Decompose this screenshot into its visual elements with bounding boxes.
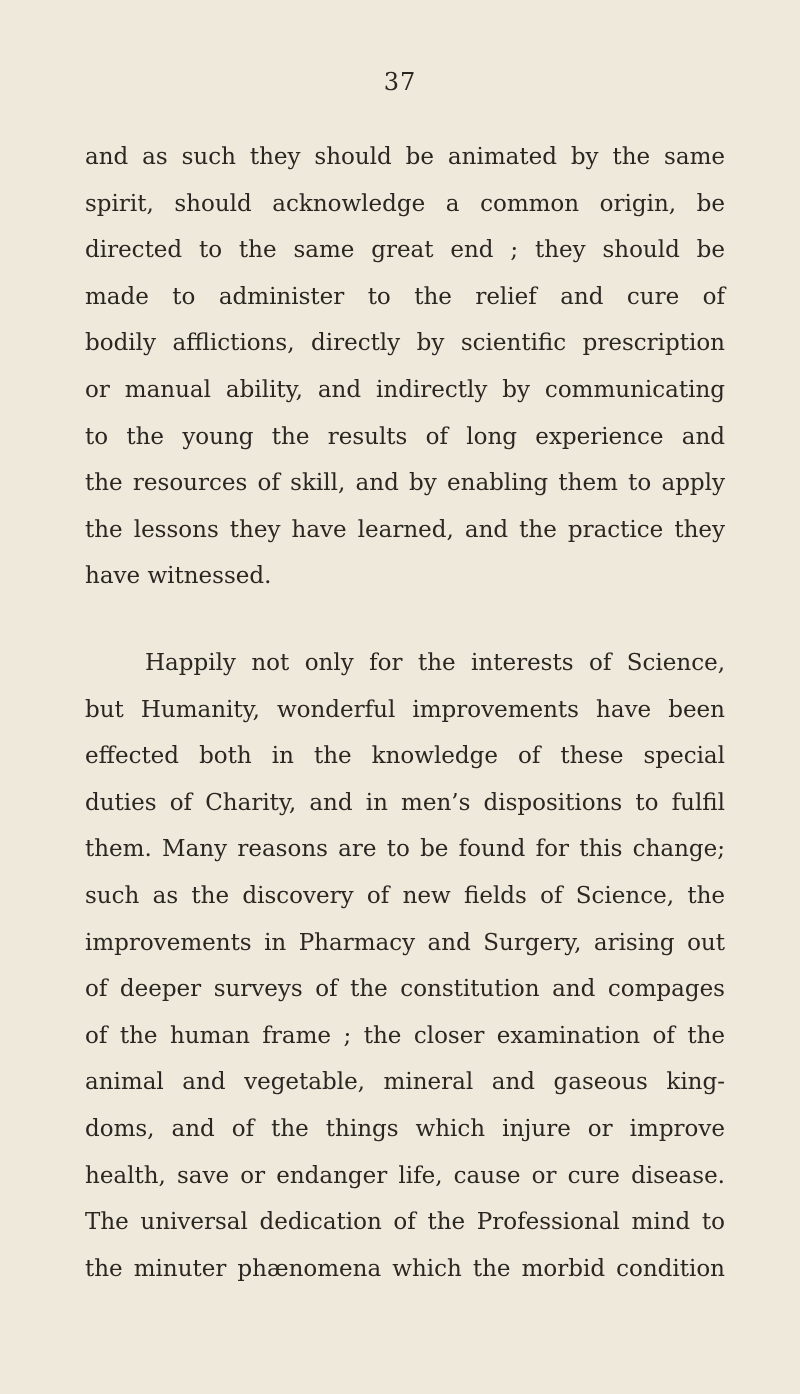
text-line: and as such they should be animated by the same — [85, 144, 725, 170]
paragraph-1 — [85, 134, 725, 600]
text-line: the minuter phænomena which the morbid condition — [85, 1255, 725, 1282]
text-line: to the young the results of long experience and — [85, 423, 725, 450]
text-line: improvements in Pharmacy and Surgery, arising out — [85, 929, 725, 956]
text-line: but Humanity, wonderful improvements have been — [85, 696, 725, 723]
text-line: the resources of skill, and by enabling them to apply — [85, 470, 725, 497]
text-line: doms, and of the things which injure or improve — [85, 1115, 725, 1142]
text-line: health, save or endanger life, cause or cure disease. — [85, 1162, 725, 1189]
paragraph-2 — [85, 640, 725, 1292]
text-line: spirit, should acknowledge a common origin, be — [85, 190, 725, 217]
text-line: directed to the same great end ; they should be — [85, 237, 725, 264]
text-line: have witnessed. — [85, 563, 272, 590]
text-line: them. Many reasons are to be found for this change; — [85, 836, 725, 863]
text-line: the lessons they have learned, and the practice they — [85, 516, 725, 543]
text-line: Happily not only for the interests of Science, — [145, 650, 725, 676]
text-line: The universal dedication of the Professional mind to — [85, 1209, 725, 1236]
text-line: duties of Charity, and in men’s dispositions to fulfil — [85, 789, 725, 816]
text-line: made to administer to the relief and cure of — [85, 283, 725, 310]
text-line: effected both in the knowledge of these special — [85, 743, 725, 770]
text-line: of deeper surveys of the constitution and compages — [85, 976, 725, 1003]
text-line: of the human frame ; the closer examination of the — [85, 1022, 725, 1049]
text-line: animal and vegetable, mineral and gaseous king- — [85, 1069, 725, 1096]
text-line: bodily afflictions, directly by scientific prescription — [85, 330, 725, 357]
text-line: such as the discovery of new fields of Science, the — [85, 882, 725, 909]
page-number: 37 — [383, 68, 417, 96]
text-line: or manual ability, and indirectly by communicating — [85, 376, 725, 403]
